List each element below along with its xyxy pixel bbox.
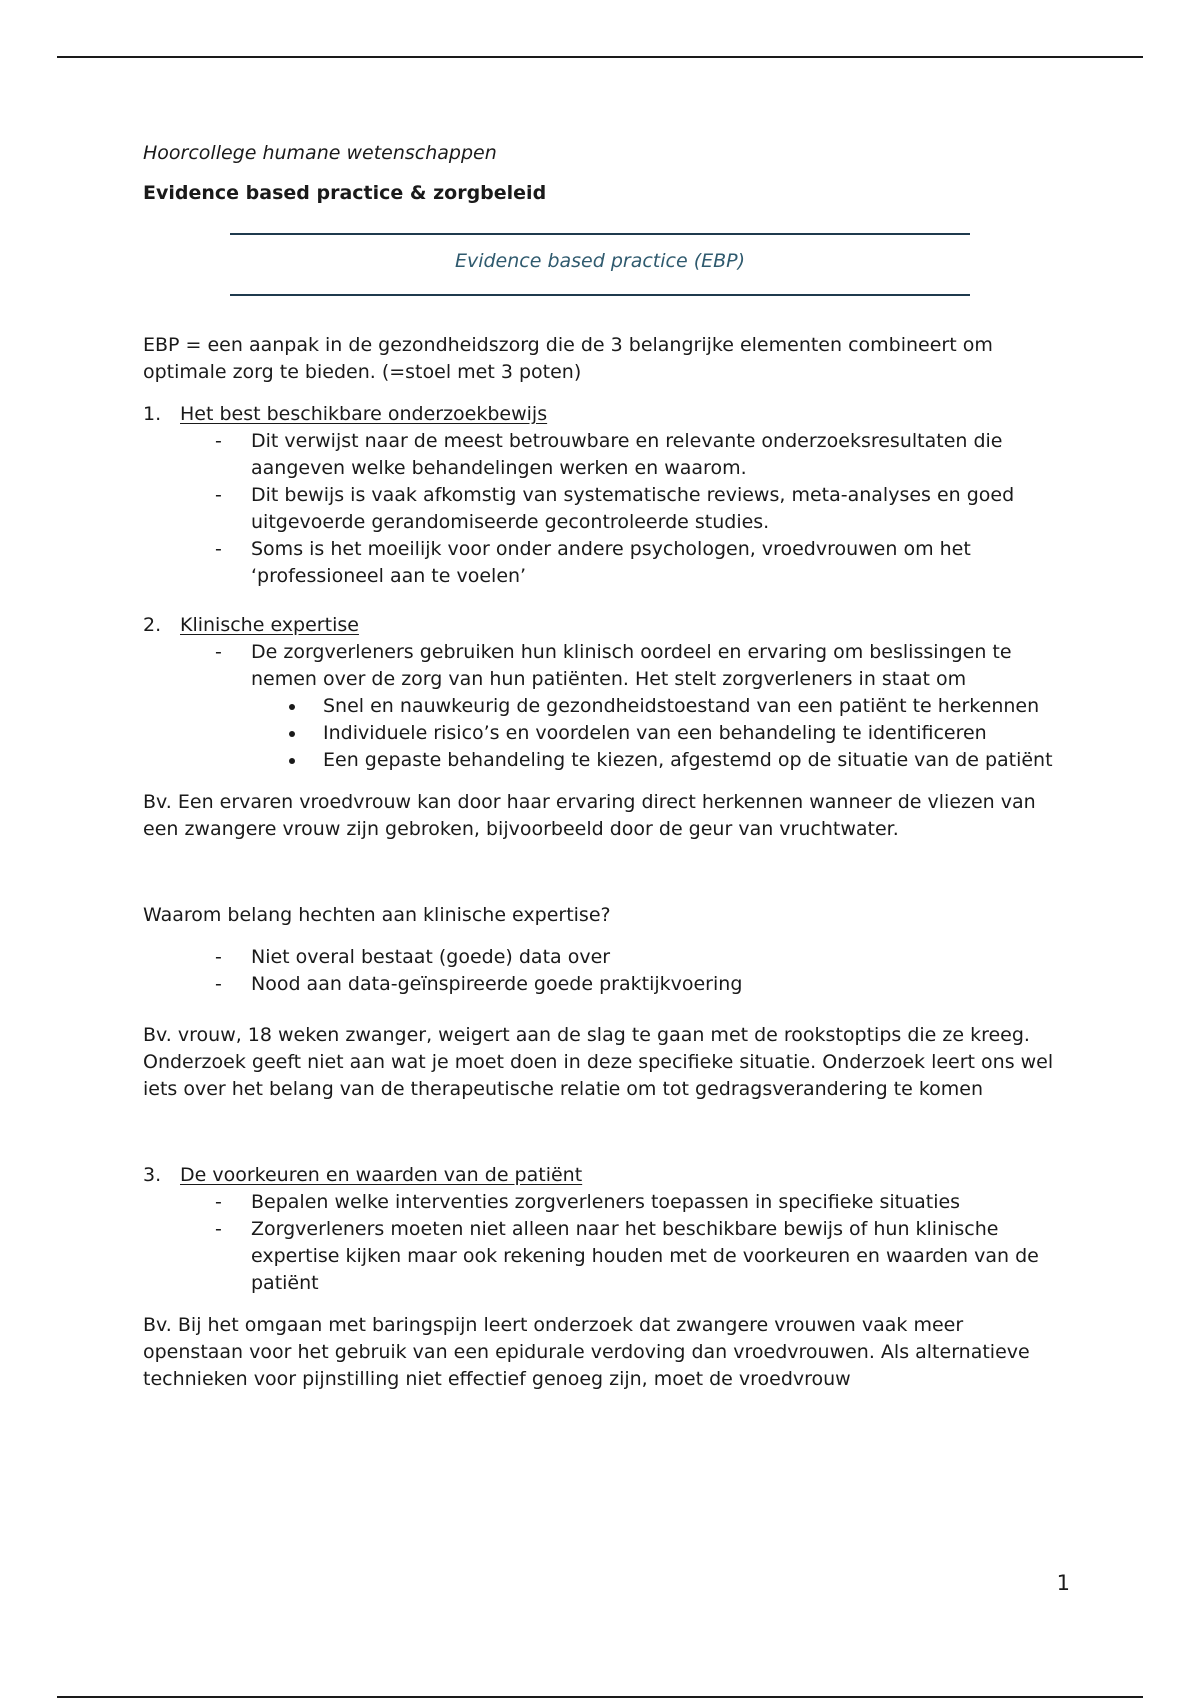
section-2-heading [143,612,1063,639]
section-heading: Het best beschikbare onderzoekbewijs [180,403,548,425]
section-title: Evidence based practice (EBP) [454,250,746,272]
bullet-item: Een gepaste behandeling te kiezen, afgestemd op de situatie van de patiënt [287,747,1063,774]
page-top-rule [57,56,1143,58]
page-bottom-rule [57,1696,1143,1698]
document-body [143,140,1063,1393]
example-paragraph: Bv. Bij het omgaan met baringspijn leert onderzoek dat zwangere vrouwen vaak meer openstaan voor het gebruik van een epidurale verdoving dan vroedvrouwen. Als alternatieve technieken voor pijnstilling niet effectief genoeg zijn, moet de vroedvrouw [143,1314,1030,1390]
bullet-item: Snel en nauwkeurig de gezondheidstoestand van een patiënt te herkennen [287,693,1063,720]
intro-paragraph: EBP = een aanpak in de gezondheidszorg die de 3 belangrijke elementen combineert om optimale zorg te bieden. (=stoel met 3 poten) [143,334,993,383]
list-item: - Nood aan data-geïnspireerde goede praktijkvoering [215,971,1063,998]
section-number: 3. [143,1164,162,1186]
document-title: Evidence based practice & zorgbeleid [143,182,547,204]
section-2-list [143,639,1063,693]
question-list [143,944,1063,998]
section-2-bullets [143,693,1063,774]
list-item: - Bepalen welke interventies zorgverleners toepassen in specifieke situaties [215,1189,1063,1216]
bullet-item: Individuele risico’s en voordelen van een behandeling te identificeren [287,720,1063,747]
example-paragraph: Bv. vrouw, 18 weken zwanger, weigert aan de slag te gaan met de rookstoptips die ze kreeg. Onderzoek geeft niet aan wat je moet doen in deze specifieke situatie. Onderzoek leert ons wel iets over het belang van de therapeutische relatie om tot gedragsverandering te komen [143,1024,1054,1100]
section-3-list [143,1189,1063,1297]
course-name: Hoorcollege humane wetenschappen [143,142,497,164]
list-item: - De zorgverleners gebruiken hun klinisch oordeel en ervaring om beslissingen te nemen over de zorg van hun patiënten. Het stelt zorgverleners in staat om [215,639,1063,693]
list-item: - Niet overal bestaat (goede) data over [215,944,1063,971]
section-1-list [143,428,1063,590]
list-item: - Zorgverleners moeten niet alleen naar het beschikbare bewijs of hun klinische expertise kijken maar ook rekening houden met de voorkeuren en waarden van de patiënt [215,1216,1063,1297]
section-3-heading [143,1162,1063,1189]
question-paragraph: Waarom belang hechten aan klinische expertise? [143,904,611,926]
example-paragraph: Bv. Een ervaren vroedvrouw kan door haar ervaring direct herkennen wanneer de vliezen van een zwangere vrouw zijn gebroken, bijvoorbeeld door de geur van vruchtwater. [143,791,1036,840]
section-title-box [230,233,970,296]
section-number: 2. [143,614,162,636]
list-item: - Dit bewijs is vaak afkomstig van systematische reviews, meta-analyses en goed uitgevoerde gerandomiseerde gecontroleerde studies. [215,482,1063,536]
section-heading: Klinische expertise [180,614,359,636]
list-item: - Dit verwijst naar de meest betrouwbare en relevante onderzoeksresultaten die aangeven welke behandelingen werken en waarom. [215,428,1063,482]
list-item: - Soms is het moeilijk voor onder andere psychologen, vroedvrouwen om het ‘professioneel aan te voelen’ [215,536,1063,590]
section-1-heading [143,401,1063,428]
page-number: 1 [1056,1571,1070,1595]
section-heading: De voorkeuren en waarden van de patiënt [180,1164,583,1186]
section-number: 1. [143,403,162,425]
